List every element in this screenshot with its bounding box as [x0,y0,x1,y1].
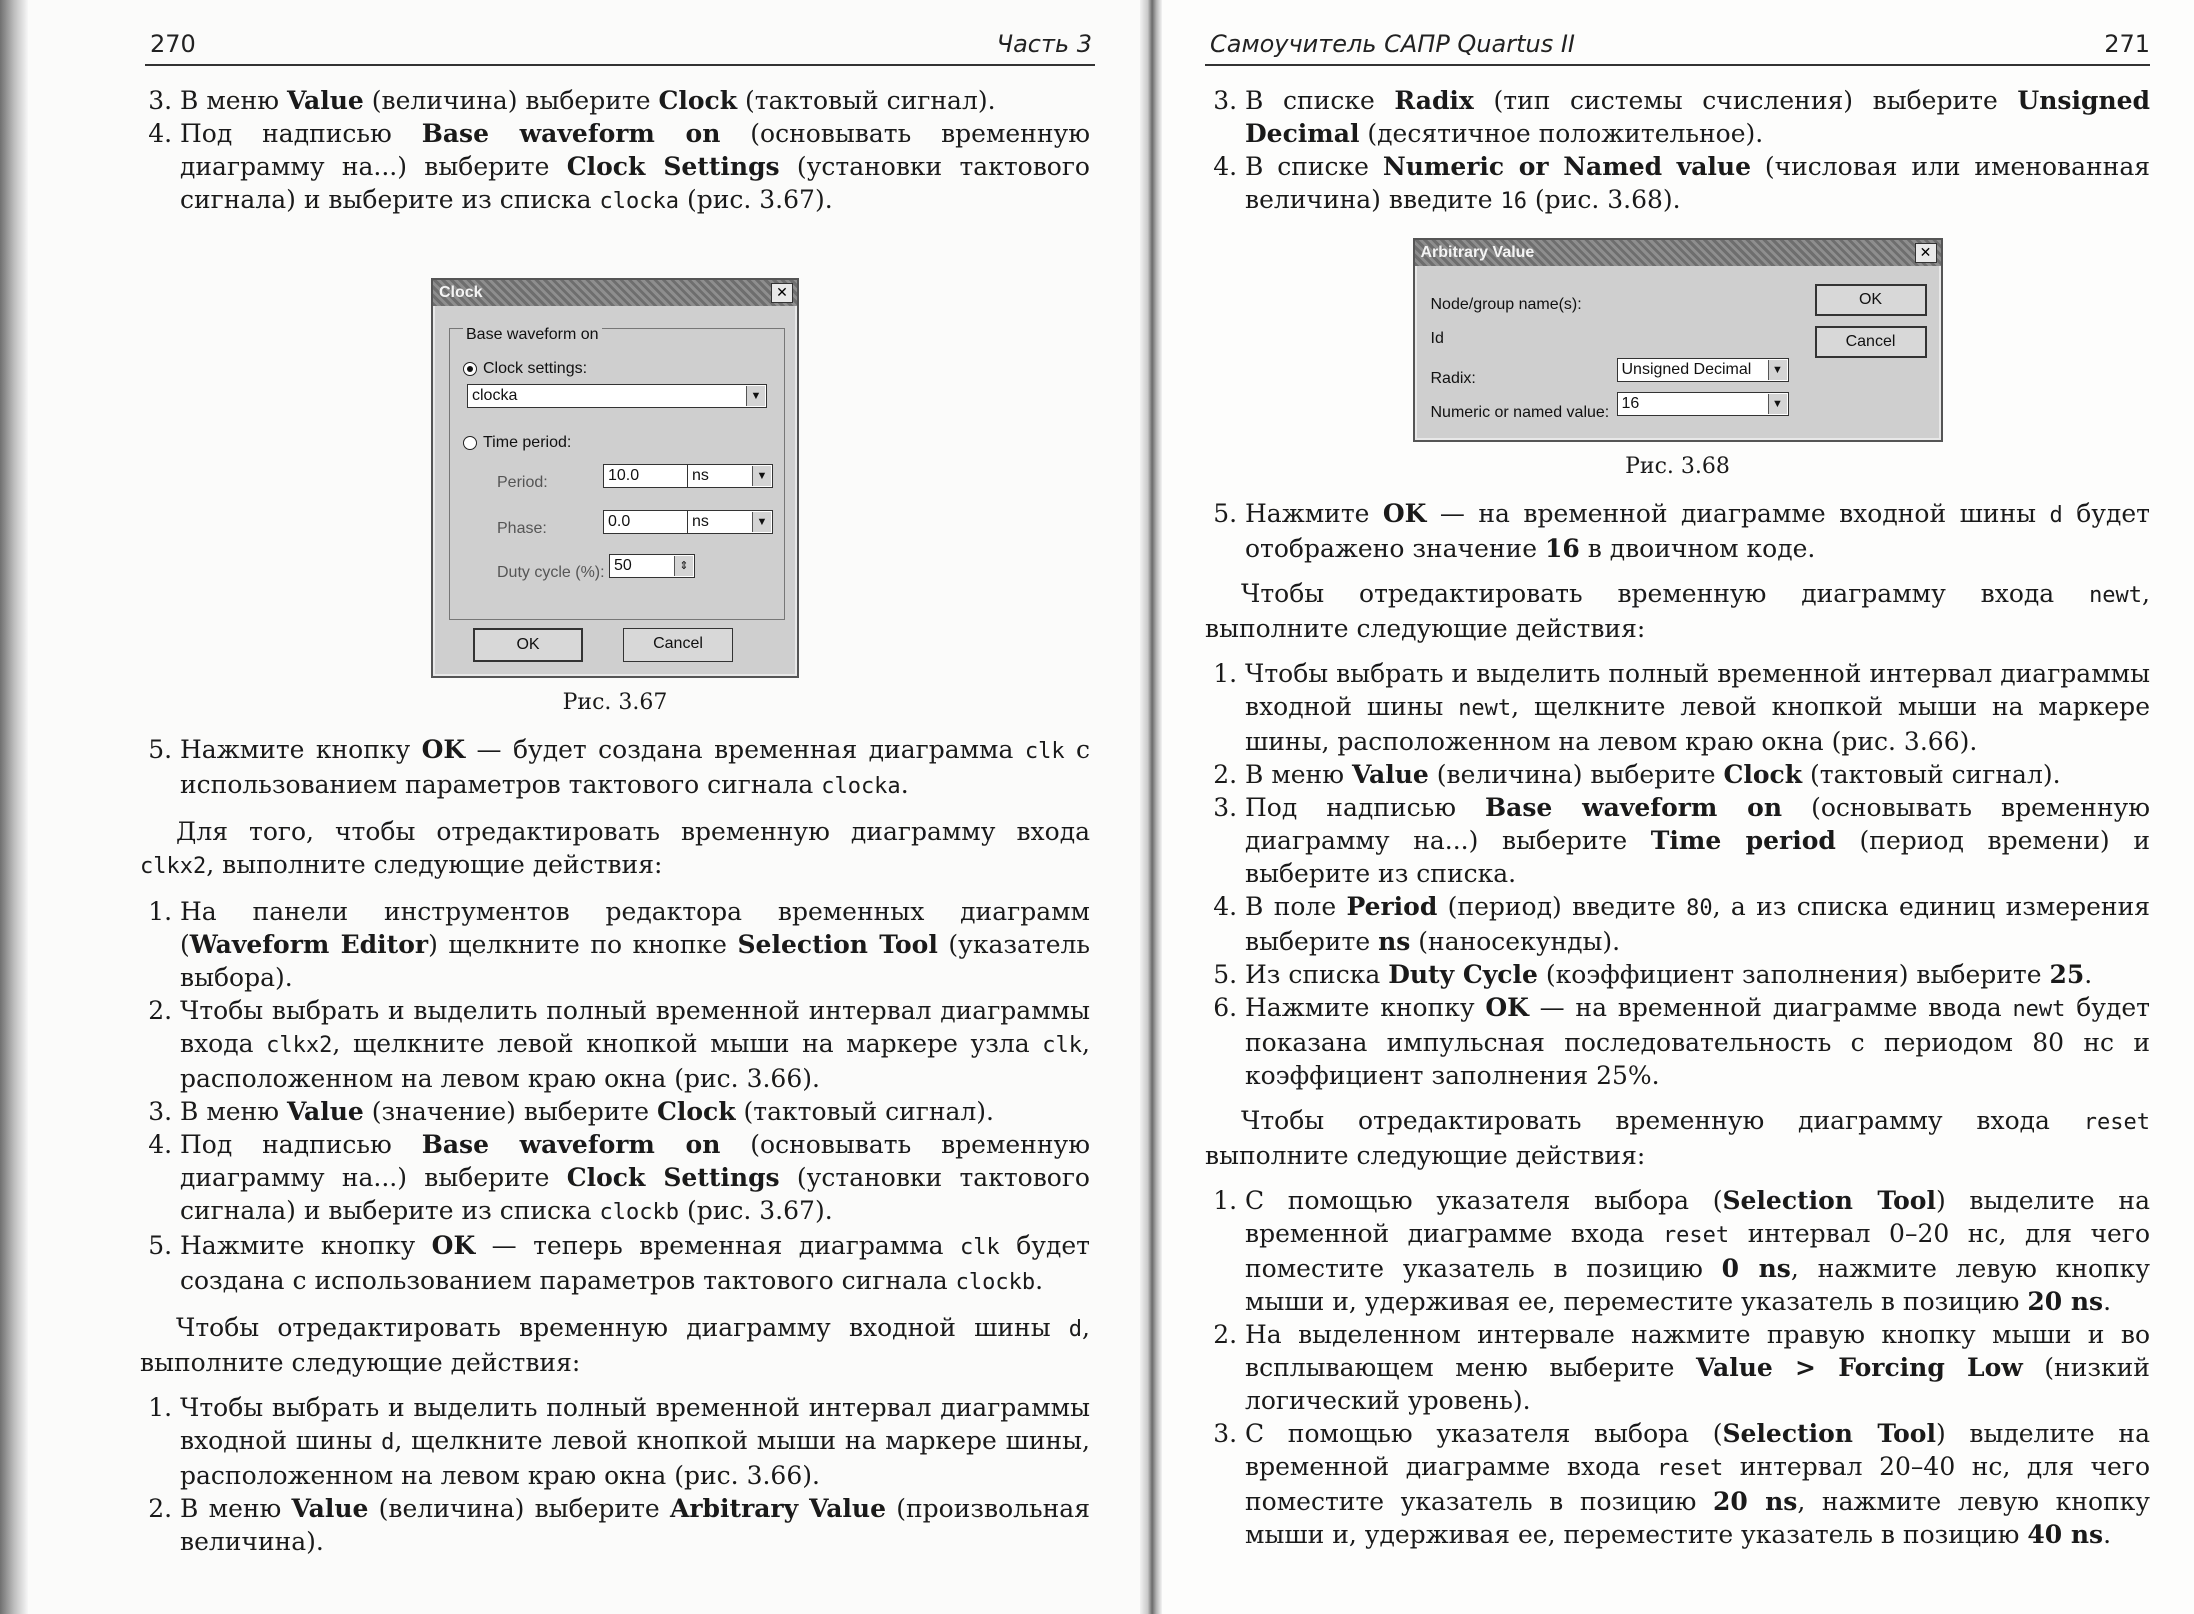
text-run: (числовая или именованная величина) введите [1245,152,2150,214]
text-run: Нажмите кнопку [1245,993,1486,1022]
numeric-value: 16 [1621,395,1640,412]
text-run: , расположенном на левом краю окна (рис. 3.66). [180,1029,1090,1093]
text-run: Чтобы отредактировать временную диаграмму входной шины [176,1313,1069,1342]
phase-unit-select[interactable] [687,510,773,534]
list-item [1245,791,2150,890]
list-item [180,994,1090,1095]
text-run: будет показана импульсная последовательность с периодом 80 нс и коэффициент заполнения 25%. [1245,993,2150,1090]
period-input[interactable] [603,464,691,488]
text-run: Под надписью [180,119,422,148]
text-run: , выполните следующие действия: [1205,579,2150,643]
text-run: (основывать временную диаграмму на...) выберите [180,119,1090,181]
bold-term: Base waveform on [421,1130,721,1159]
text-run: , щелкните левой кнопкой мыши на маркере шины, расположенном на левом краю окна (рис. 3.66). [1245,692,2150,756]
text-run: Чтобы отредактировать временную диаграмму входа [1241,579,2090,608]
text-run: . [1035,1266,1044,1295]
bold-term: Base waveform on [1485,793,1783,822]
code-term: clockb [955,1270,1036,1295]
left-list-a [140,733,1090,803]
chevron-down-icon[interactable]: ▼ [752,466,771,486]
text-run: выполните следующие действия: [1205,1141,1646,1170]
bold-term: Base waveform on [421,119,721,148]
code-term: newt [2012,997,2066,1022]
text-run: ) выделите на временной диаграмме входа [1245,1186,2150,1248]
arbitrary-value-dialog [1413,238,1943,442]
list-item [180,1391,1090,1492]
text-run: интервал 0–20 нс, для чего поместите указатель в позицию [1245,1219,2150,1283]
text-run: , нажмите левую кнопку мыши и, удерживая ее, переместите указатель в позицию [1245,1254,2150,1316]
text-run: в двоичном коде. [1579,534,1816,563]
text-run: (значение) выберите [363,1097,657,1126]
ok-button[interactable]: OK [473,628,583,662]
left-paragraph-1 [140,815,1090,883]
cancel-button[interactable]: Cancel [623,628,733,662]
bold-term: 20 ns [1712,1487,1798,1516]
radio-selected-icon [463,362,477,376]
clock-dialog-title: Clock [439,284,483,301]
right-list-c [1205,1184,2150,1551]
text-run: — теперь временная диаграмма [475,1231,961,1260]
left-running-head: Часть 3 [996,30,1092,58]
bold-term: Selection Tool [1722,1186,1936,1215]
text-run: с использованием параметров тактового сигнала [180,735,1090,799]
bold-term: Numeric or Named value [1382,152,1751,181]
text-run: На панели инструментов редактора временных диаграмм ( [180,897,1090,959]
text-run: (установки тактового сигнала) и выберите из списка [180,152,1090,214]
left-list-c [140,1391,1090,1558]
bold-term: Clock Settings [566,1163,780,1192]
close-icon[interactable]: ✕ [1915,243,1937,263]
code-term: newt [2089,583,2143,608]
bold-term: 16 [1544,534,1580,563]
code-term: 16 [1500,189,1527,214]
code-term: clockb [599,1200,680,1225]
period-unit-value: ns [692,467,709,484]
text-run: (низкий логический уровень). [1245,1353,2150,1415]
code-term: clocka [821,774,901,799]
text-run: будет отображено значение [1245,499,2150,563]
bold-term: Period [1346,892,1438,921]
text-run: ) выделите на временной диаграмме входа [1245,1419,2150,1481]
gutter-shadow [1140,0,1162,1614]
bold-term: OK [431,1231,476,1260]
text-run: В списке [1245,86,1395,115]
arbitrary-dialog-title: Arbitrary Value [1420,244,1535,261]
list-item [1245,1417,2150,1551]
time-period-label: Time period: [483,434,572,451]
text-run: Из списка [1245,960,1389,989]
ok-button[interactable]: OK [1815,284,1927,316]
list-item [1245,1184,2150,1318]
list-item [1245,758,2150,791]
text-run: (основывать временную диаграмму на...) выберите [1245,793,2150,855]
code-term: d [1068,1317,1083,1342]
bold-term: Arbitrary Value [669,1494,887,1523]
clock-select-value: clocka [472,387,518,404]
right-paragraph-1 [1205,577,2150,645]
text-run: В меню [1245,760,1352,789]
bold-term: 0 ns [1721,1254,1791,1283]
text-run: , а из списка единиц измерения выберите [1245,892,2151,956]
base-waveform-label: Base waveform on [463,318,602,351]
period-unit-select[interactable] [687,464,773,488]
text-run: (рис. 3.67). [679,1196,833,1225]
duty-cycle-value: 50 [614,557,632,574]
text-run: — на временной диаграмме ввода [1528,993,2013,1022]
text-run: , щелкните левой кнопкой мыши на маркере шины, расположенном на левом краю окна (рис. 3.66). [180,1426,1090,1490]
figure-caption-3-68: Рис. 3.68 [1625,454,1730,479]
text-run: Для того, чтобы отредактировать временную диаграмму входа [176,817,1090,846]
period-value: 10.0 [608,467,640,484]
text-run: (произвольная величина). [180,1494,1090,1556]
chevron-down-icon[interactable]: ▼ [746,386,765,406]
arbitrary-dialog-titlebar [1415,240,1941,266]
list-item [180,84,1090,117]
text-run: (тип системы счисления) выберите [1473,86,2018,115]
bold-term: Value [286,86,364,115]
bold-term: Selection Tool [737,930,938,959]
text-run: ) щелкните по кнопке [428,930,738,959]
text-run: В поле [1245,892,1347,921]
list-item [180,895,1090,994]
text-run: (рис. 3.68). [1526,185,1681,214]
text-run: (тактовый сигнал). [737,86,996,115]
bold-term: Duty Cycle [1388,960,1538,989]
radix-value: Unsigned Decimal [1621,361,1752,378]
text-run: будет создана с использованием параметров тактового сигнала [180,1231,1090,1295]
chevron-down-icon[interactable]: ▼ [1768,394,1787,414]
text-run: (величина) выберите [363,86,659,115]
text-run: С помощью указателя выбора ( [1245,1186,1723,1215]
text-run: В меню [180,1097,287,1126]
text-run: (период) введите [1437,892,1687,921]
bold-term: Value [1351,760,1429,789]
spinner-icon[interactable]: ⇕ [674,556,693,576]
bold-term: Clock Settings [566,152,780,181]
clock-settings-label: Clock settings: [483,360,588,377]
bold-term: OK [1382,499,1427,528]
text-run: — на временной диаграмме входной шины [1426,499,2050,528]
right-running-head: Самоучитель САПР Quartus II [1210,30,1576,58]
list-item [1245,657,2150,758]
text-run: Под надписью [180,1130,422,1159]
code-term: reset [2083,1110,2150,1135]
text-run: — будет создана временная диаграмма [465,735,1025,764]
text-run: . [2103,1287,2112,1316]
text-run: Нажмите кнопку [180,1231,432,1260]
bold-term: Clock [1723,760,1803,789]
text-run: интервал 20–40 нс, для чего поместите указатель в позицию [1245,1452,2150,1516]
text-run: Нажмите [1245,499,1383,528]
left-list-b [140,895,1090,1299]
text-run: Чтобы выбрать и выделить полный временной интервал диаграммы входной шины [1245,659,2150,721]
right-page-number: 271 [2104,30,2150,58]
bold-term: Selection Tool [1722,1419,1936,1448]
clock-dialog [431,278,799,678]
text-run: . [900,770,909,799]
code-term: d [381,1430,395,1455]
phase-unit-value: ns [692,513,709,530]
left-body [140,80,1090,1566]
text-run: Чтобы выбрать и выделить полный временной интервал диаграммы входа [180,996,1090,1058]
list-item [1245,958,2150,991]
radio-unselected-icon [463,436,477,450]
bold-term: 25 [2049,960,2085,989]
numeric-value-label: Numeric or named value: [1430,404,1610,421]
code-term: clkx2 [140,854,207,879]
text-run: (установки тактового сигнала) и выберите из списка [180,1163,1090,1225]
bold-term: Value [286,1097,364,1126]
left-header-rule [145,64,1095,66]
list-item [1245,991,2150,1092]
code-term: clk [1024,739,1065,764]
bold-term: OK [421,735,466,764]
bold-term: Time period [1650,826,1836,855]
code-term: clk [1042,1033,1083,1058]
phase-label: Phase: [497,520,547,537]
bold-term: Clock [658,86,738,115]
text-run: В меню [180,1494,292,1523]
text-run: , нажмите левую кнопку мыши и, удерживая ее, переместите указатель в позицию [1245,1487,2150,1549]
code-term: reset [1656,1456,1724,1481]
text-run: . [2084,960,2093,989]
text-run: В меню [180,86,287,115]
text-run: (величина) выберите [1428,760,1724,789]
numeric-value-input[interactable] [1617,392,1789,416]
bold-term: ns [1378,927,1411,956]
list-item [1245,497,2150,565]
right-header-rule [1205,64,2150,66]
list-item [180,117,1090,218]
bold-term: OK [1485,993,1529,1022]
id-label: Id [1430,330,1444,347]
text-run: Нажмите кнопку [180,735,422,764]
period-label: Period: [497,474,548,491]
bold-term: Value > Forcing Low [1695,1353,2023,1382]
chevron-down-icon[interactable]: ▼ [752,512,771,532]
left-top-list [140,84,1090,218]
duty-cycle-label: Duty cycle (%): [497,564,605,581]
text-run: На выделенном интервале нажмите правую кнопку мыши и во всплывающем меню выберите [1245,1320,2150,1382]
text-run: Чтобы отредактировать временную диаграмму входа [1241,1106,2084,1135]
list-item [180,1128,1090,1229]
bold-term: Unsigned Decimal [1245,86,2151,148]
code-term: d [2049,503,2063,528]
code-term: clk [960,1235,1000,1260]
text-run: (величина) выберите [368,1494,670,1523]
bold-term: 40 ns [2027,1520,2104,1549]
cancel-button[interactable]: Cancel [1815,326,1927,358]
code-term: clocka [599,189,680,214]
text-run: (коэффициент заполнения) выберите [1537,960,2050,989]
right-body [1205,80,2150,1559]
text-run: (указатель выбора). [180,930,1091,992]
list-item [180,1095,1090,1128]
bold-term: 20 ns [2027,1287,2104,1316]
left-paragraph-2 [140,1311,1090,1379]
text-run: , щелкните левой кнопкой мыши на маркере узла [332,1029,1043,1058]
code-term: newt [1458,696,1512,721]
node-group-label: Node/group name(s): [1430,296,1582,313]
clock-select[interactable] [467,384,767,408]
text-run: (рис. 3.67). [679,185,833,214]
code-term: reset [1662,1223,1730,1248]
text-run: Чтобы выбрать и выделить полный временной интервал диаграммы входной шины [180,1393,1090,1455]
bold-term: Radix [1394,86,1474,115]
clock-dialog-titlebar [433,280,797,306]
chevron-down-icon[interactable]: ▼ [1768,360,1787,380]
radix-select[interactable] [1617,358,1789,382]
text-run: С помощью указателя выбора ( [1245,1419,1723,1448]
text-run: (период времени) и выберите из списка. [1245,826,2150,888]
phase-value: 0.0 [608,513,631,530]
text-run: . [2103,1520,2112,1549]
text-run: (тактовый сигнал). [1802,760,2061,789]
text-run: Под надписью [1245,793,1486,822]
binding-edge-shadow [0,0,28,1614]
bold-term: Value [291,1494,369,1523]
list-item [180,733,1090,803]
list-item [180,1229,1090,1299]
list-item [1245,84,2150,150]
text-run: , выполните следующие действия: [206,850,663,879]
radix-label: Radix: [1430,370,1476,387]
right-list-b [1205,657,2150,1092]
list-item [1245,890,2150,958]
list-item [1245,150,2150,218]
text-run: (основывать временную диаграмму на...) выберите [180,1130,1090,1192]
right-list-a [1205,497,2150,565]
code-term: 80 [1686,896,1713,921]
clock-settings-radio[interactable] [463,352,587,385]
phase-input[interactable] [603,510,691,534]
text-run: (тактовый сигнал). [735,1097,994,1126]
bold-term: Waveform Editor [189,930,429,959]
text-run: , выполните следующие действия: [140,1313,1090,1377]
text-run: (десятичное положительное). [1359,119,1764,148]
right-paragraph-2 [1205,1104,2150,1172]
text-run: В списке [1245,152,1383,181]
right-top-list [1205,84,2150,218]
left-page-number: 270 [150,30,196,58]
close-icon[interactable]: ✕ [771,283,793,303]
text-run: (наносекунды). [1410,927,1621,956]
list-item [180,1492,1090,1558]
figure-caption-3-67: Рис. 3.67 [562,690,668,715]
time-period-radio[interactable] [463,426,571,459]
bold-term: Clock [656,1097,736,1126]
duty-cycle-stepper[interactable] [609,554,695,578]
list-item [1245,1318,2150,1417]
code-term: clkx2 [266,1033,333,1058]
